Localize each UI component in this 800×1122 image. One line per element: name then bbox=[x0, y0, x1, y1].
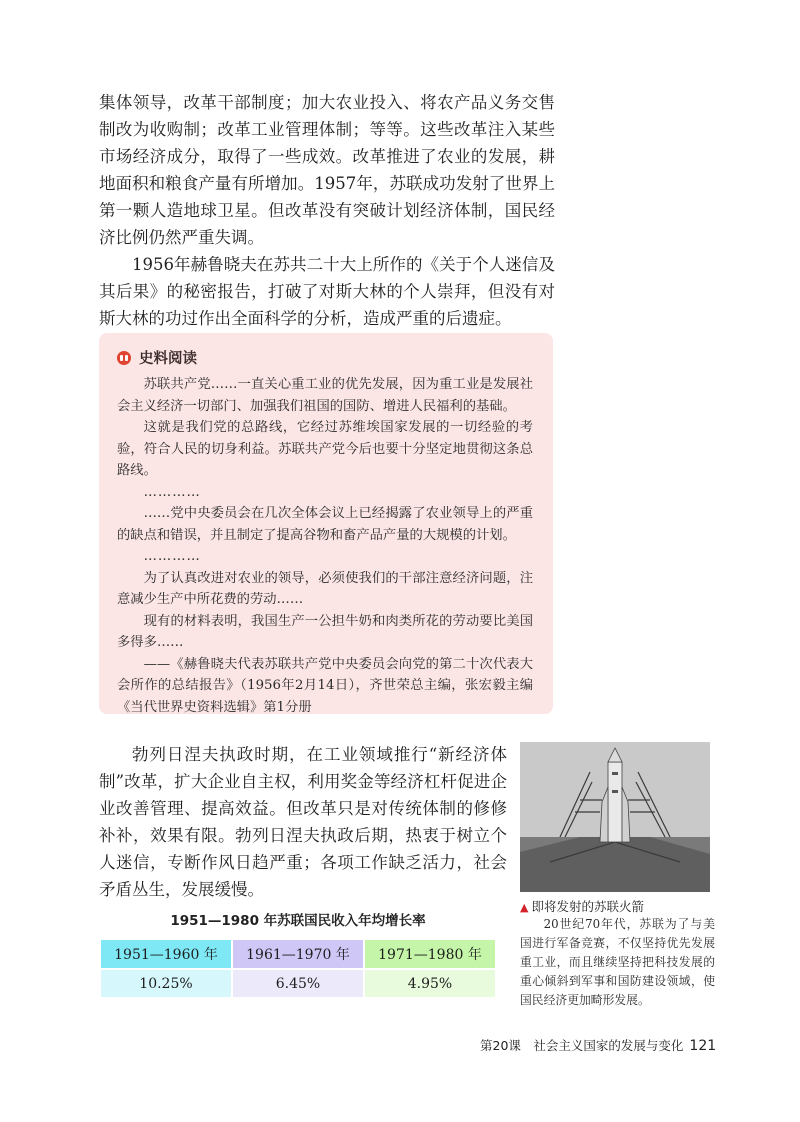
photo-caption-title bbox=[520, 897, 644, 915]
source-line: 这就是我们党的总路线，它经过苏维埃国家发展的一切经验的考验，符合人民的切身利益。苏联共产党今后也要十分坚定地贯彻这条总路线。 bbox=[117, 420, 533, 478]
source-line: 苏联共产党……一直关心重工业的优先发展，因为重工业是发展社会主义经济一切部门、加强我们祖国的国防、增进人民福利的基础。 bbox=[117, 377, 533, 414]
photo-caption-text: 20世纪70年代，苏联为了与美国进行军备竞赛，不仅坚持优先发展重工业，而且继续坚持把科技发展的重心倾斜到军事和国防建设领域，使国民经济更加畸形发展。 bbox=[520, 917, 715, 1007]
source-box-body bbox=[117, 374, 533, 718]
source-line: 现有的材料表明，我国生产一公担牛奶和肉类所花的劳动要比美国多得多…… bbox=[117, 613, 533, 650]
paragraph-reform-outcomes bbox=[99, 89, 555, 332]
source-ellipsis: ………… bbox=[143, 484, 201, 500]
paragraph-brezhnev bbox=[99, 741, 507, 903]
historical-source-box bbox=[99, 333, 553, 714]
page-number: 121 bbox=[689, 1038, 717, 1054]
table-cell: 6.45% bbox=[233, 970, 363, 997]
table-cell: 4.95% bbox=[365, 970, 495, 997]
table-cell: 10.25% bbox=[101, 970, 231, 997]
photo-caption-body bbox=[520, 915, 715, 1010]
source-line: 为了认真改进对农业的领导，必须使我们的干部注意经济问题，注意减少生产中所花费的劳动…… bbox=[117, 570, 533, 607]
table-header-row bbox=[101, 940, 495, 968]
paragraph-3: 勃列日涅夫执政时期，在工业领域推行“新经济体制”改革，扩大企业自主权，利用奖金等经济杠杆促进企业改善管理、提高效益。但改革只是对传统体制的修修补补，效果有限。勃列日涅夫执政后期，热衷于树立个人迷信，专断作风日趋严重；各项工作缺乏活力，社会矛盾丛生，发展缓慢。 bbox=[99, 745, 507, 899]
table-header-cell: 1951—1960 年 bbox=[101, 940, 231, 968]
book-icon bbox=[117, 351, 131, 365]
table-row bbox=[101, 970, 495, 997]
table-header-cell: 1971—1980 年 bbox=[365, 940, 495, 968]
page-footer bbox=[480, 1036, 717, 1054]
source-ellipsis: ………… bbox=[143, 549, 201, 564]
table-title: 1951—1980 年苏联国民收入年均增长率 bbox=[170, 913, 426, 929]
source-box-header bbox=[117, 347, 533, 368]
paragraph-2: 1956年赫鲁晓夫在苏共二十大上所作的《关于个人迷信及其后果》的秘密报告，打破了对斯大林的个人崇拜，但没有对斯大林的功过作出全面科学的分析，造成严重的后遗症。 bbox=[99, 255, 555, 328]
photo-caption-title-text: 即将发射的苏联火箭 bbox=[531, 899, 644, 914]
source-line: ……党中央委员会在几次全体会议上已经揭露了农业领导上的严重的缺点和错误，并且制定了提高谷物和畜产品产量的大规模的计划。 bbox=[117, 506, 533, 543]
triangle-icon: ▲ bbox=[520, 901, 529, 914]
table-header-cell: 1961—1970 年 bbox=[233, 940, 363, 968]
rocket-photo-image bbox=[520, 742, 710, 892]
paragraph-1: 集体领导，改革干部制度；加大农业投入、将农产品义务交售制改为收购制；改革工业管理体制；等等。这些改革注入某些市场经济成分，取得了一些成效。改革推进了农业的发展，耕地面积和粮食产量有所增加。1957年，苏联成功发射了世界上第一颗人造地球卫星。但改革没有突破计划经济体制，国民经济比例仍然严重失调。 bbox=[99, 93, 555, 247]
source-citation: ——《赫鲁晓夫代表苏联共产党中央委员会向党的第二十次代表大会所作的总结报告》（1956年2月14日），齐世荣总主编，张宏毅主编《当代世界史资料选辑》第1分册 bbox=[117, 656, 533, 715]
source-box-title: 史料阅读 bbox=[139, 351, 197, 367]
rocket-photo bbox=[520, 742, 710, 892]
lesson-title: 第20课 社会主义国家的发展与变化 bbox=[480, 1038, 684, 1053]
growth-rate-table bbox=[99, 938, 497, 999]
